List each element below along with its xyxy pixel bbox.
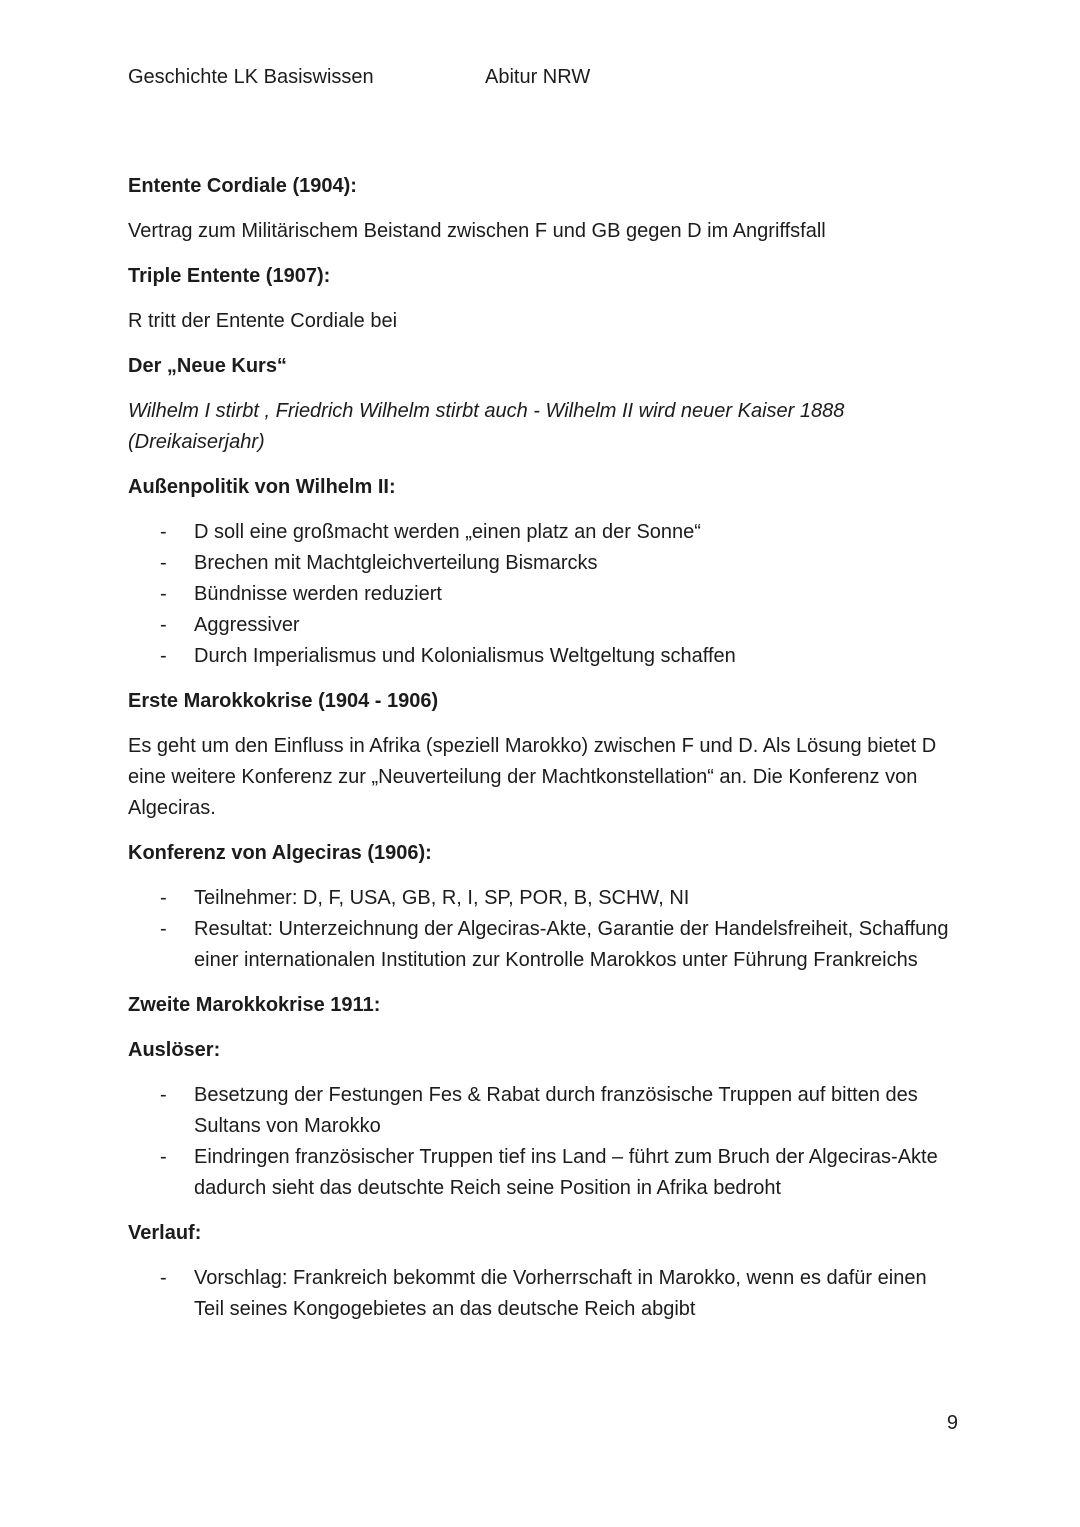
text-erste-marokkokrise: Es geht um den Einfluss in Afrika (speziell Marokko) zwischen F und D. Als Lösung bietet D eine weitere Konferenz zur „Neuverteilung der Machtkonstellation“ an. Die Konferenz von Algeciras.: [128, 735, 937, 819]
list-item: - Bündnisse werden reduziert: [128, 579, 958, 610]
heading-aussenpolitik: Außenpolitik von Wilhelm II:: [128, 476, 396, 498]
heading-verlauf: Verlauf:: [128, 1222, 202, 1244]
list-dash: -: [160, 645, 167, 667]
list-item: - Besetzung der Festungen Fes & Rabat durch französische Truppen auf bitten des Sultans von Marokko: [128, 1080, 958, 1142]
list-item: - Teilnehmer: D, F, USA, GB, R, I, SP, POR, B, SCHW, NI: [128, 883, 958, 914]
list-dash: -: [160, 887, 167, 909]
list-dash: -: [160, 583, 167, 605]
list-aussenpolitik: [128, 517, 958, 672]
list-item: - Resultat: Unterzeichnung der Algeciras-Akte, Garantie der Handelsfreiheit, Schaffung einer internationalen Institution zur Kontrolle Marokkos unter Führung Frankreichs: [128, 914, 958, 976]
heading-triple-entente: Triple Entente (1907):: [128, 265, 331, 287]
page-number: 9: [946, 1412, 958, 1434]
list-item: - Brechen mit Machtgleichverteilung Bismarcks: [128, 548, 958, 579]
heading-entente-cordiale: Entente Cordiale (1904):: [128, 175, 357, 197]
heading-neuer-kurs: Der „Neue Kurs“: [128, 355, 287, 377]
list-item: - Aggressiver: [128, 610, 958, 641]
list-ausloeser: [128, 1080, 958, 1204]
list-dash: -: [160, 614, 167, 636]
heading-konferenz-algeciras: Konferenz von Algeciras (1906):: [128, 842, 432, 864]
list-dash: -: [160, 1084, 167, 1106]
heading-ausloeser: Auslöser:: [128, 1039, 221, 1061]
document-body: [128, 171, 958, 1339]
heading-erste-marokkokrise: Erste Marokkokrise (1904 - 1906): [128, 690, 439, 712]
list-verlauf: [128, 1263, 958, 1325]
heading-zweite-marokkokrise: Zweite Marokkokrise 1911:: [128, 994, 381, 1016]
text-neuer-kurs: Wilhelm I stirbt , Friedrich Wilhelm stirbt auch - Wilhelm II wird neuer Kaiser 1888 (Dreikaiserjahr): [128, 400, 845, 453]
text-entente-cordiale: Vertrag zum Militärischem Beistand zwischen F und GB gegen D im Angriffsfall: [128, 220, 826, 242]
list-dash: -: [160, 1146, 167, 1168]
header-exam-label: Abitur NRW: [485, 66, 591, 88]
list-item: - Durch Imperialismus und Kolonialismus Weltgeltung schaffen: [128, 641, 958, 672]
text-triple-entente: R tritt der Entente Cordiale bei: [128, 310, 398, 332]
list-item: - Eindringen französischer Truppen tief ins Land – führt zum Bruch der Algeciras-Akte dadurch sieht das deutschte Reich seine Position in Afrika bedroht: [128, 1142, 958, 1204]
header-course-title: Geschichte LK Basiswissen: [128, 66, 374, 88]
list-dash: -: [160, 552, 167, 574]
list-dash: -: [160, 1267, 167, 1289]
list-dash: -: [160, 918, 167, 940]
page-header: [128, 62, 958, 93]
list-item: - D soll eine großmacht werden „einen platz an der Sonne“: [128, 517, 958, 548]
list-algeciras: [128, 883, 958, 976]
list-dash: -: [160, 521, 167, 543]
list-item: - Vorschlag: Frankreich bekommt die Vorherrschaft in Marokko, wenn es dafür einen Teil seines Kongogebietes an das deutsche Reich abgibt: [128, 1263, 958, 1325]
